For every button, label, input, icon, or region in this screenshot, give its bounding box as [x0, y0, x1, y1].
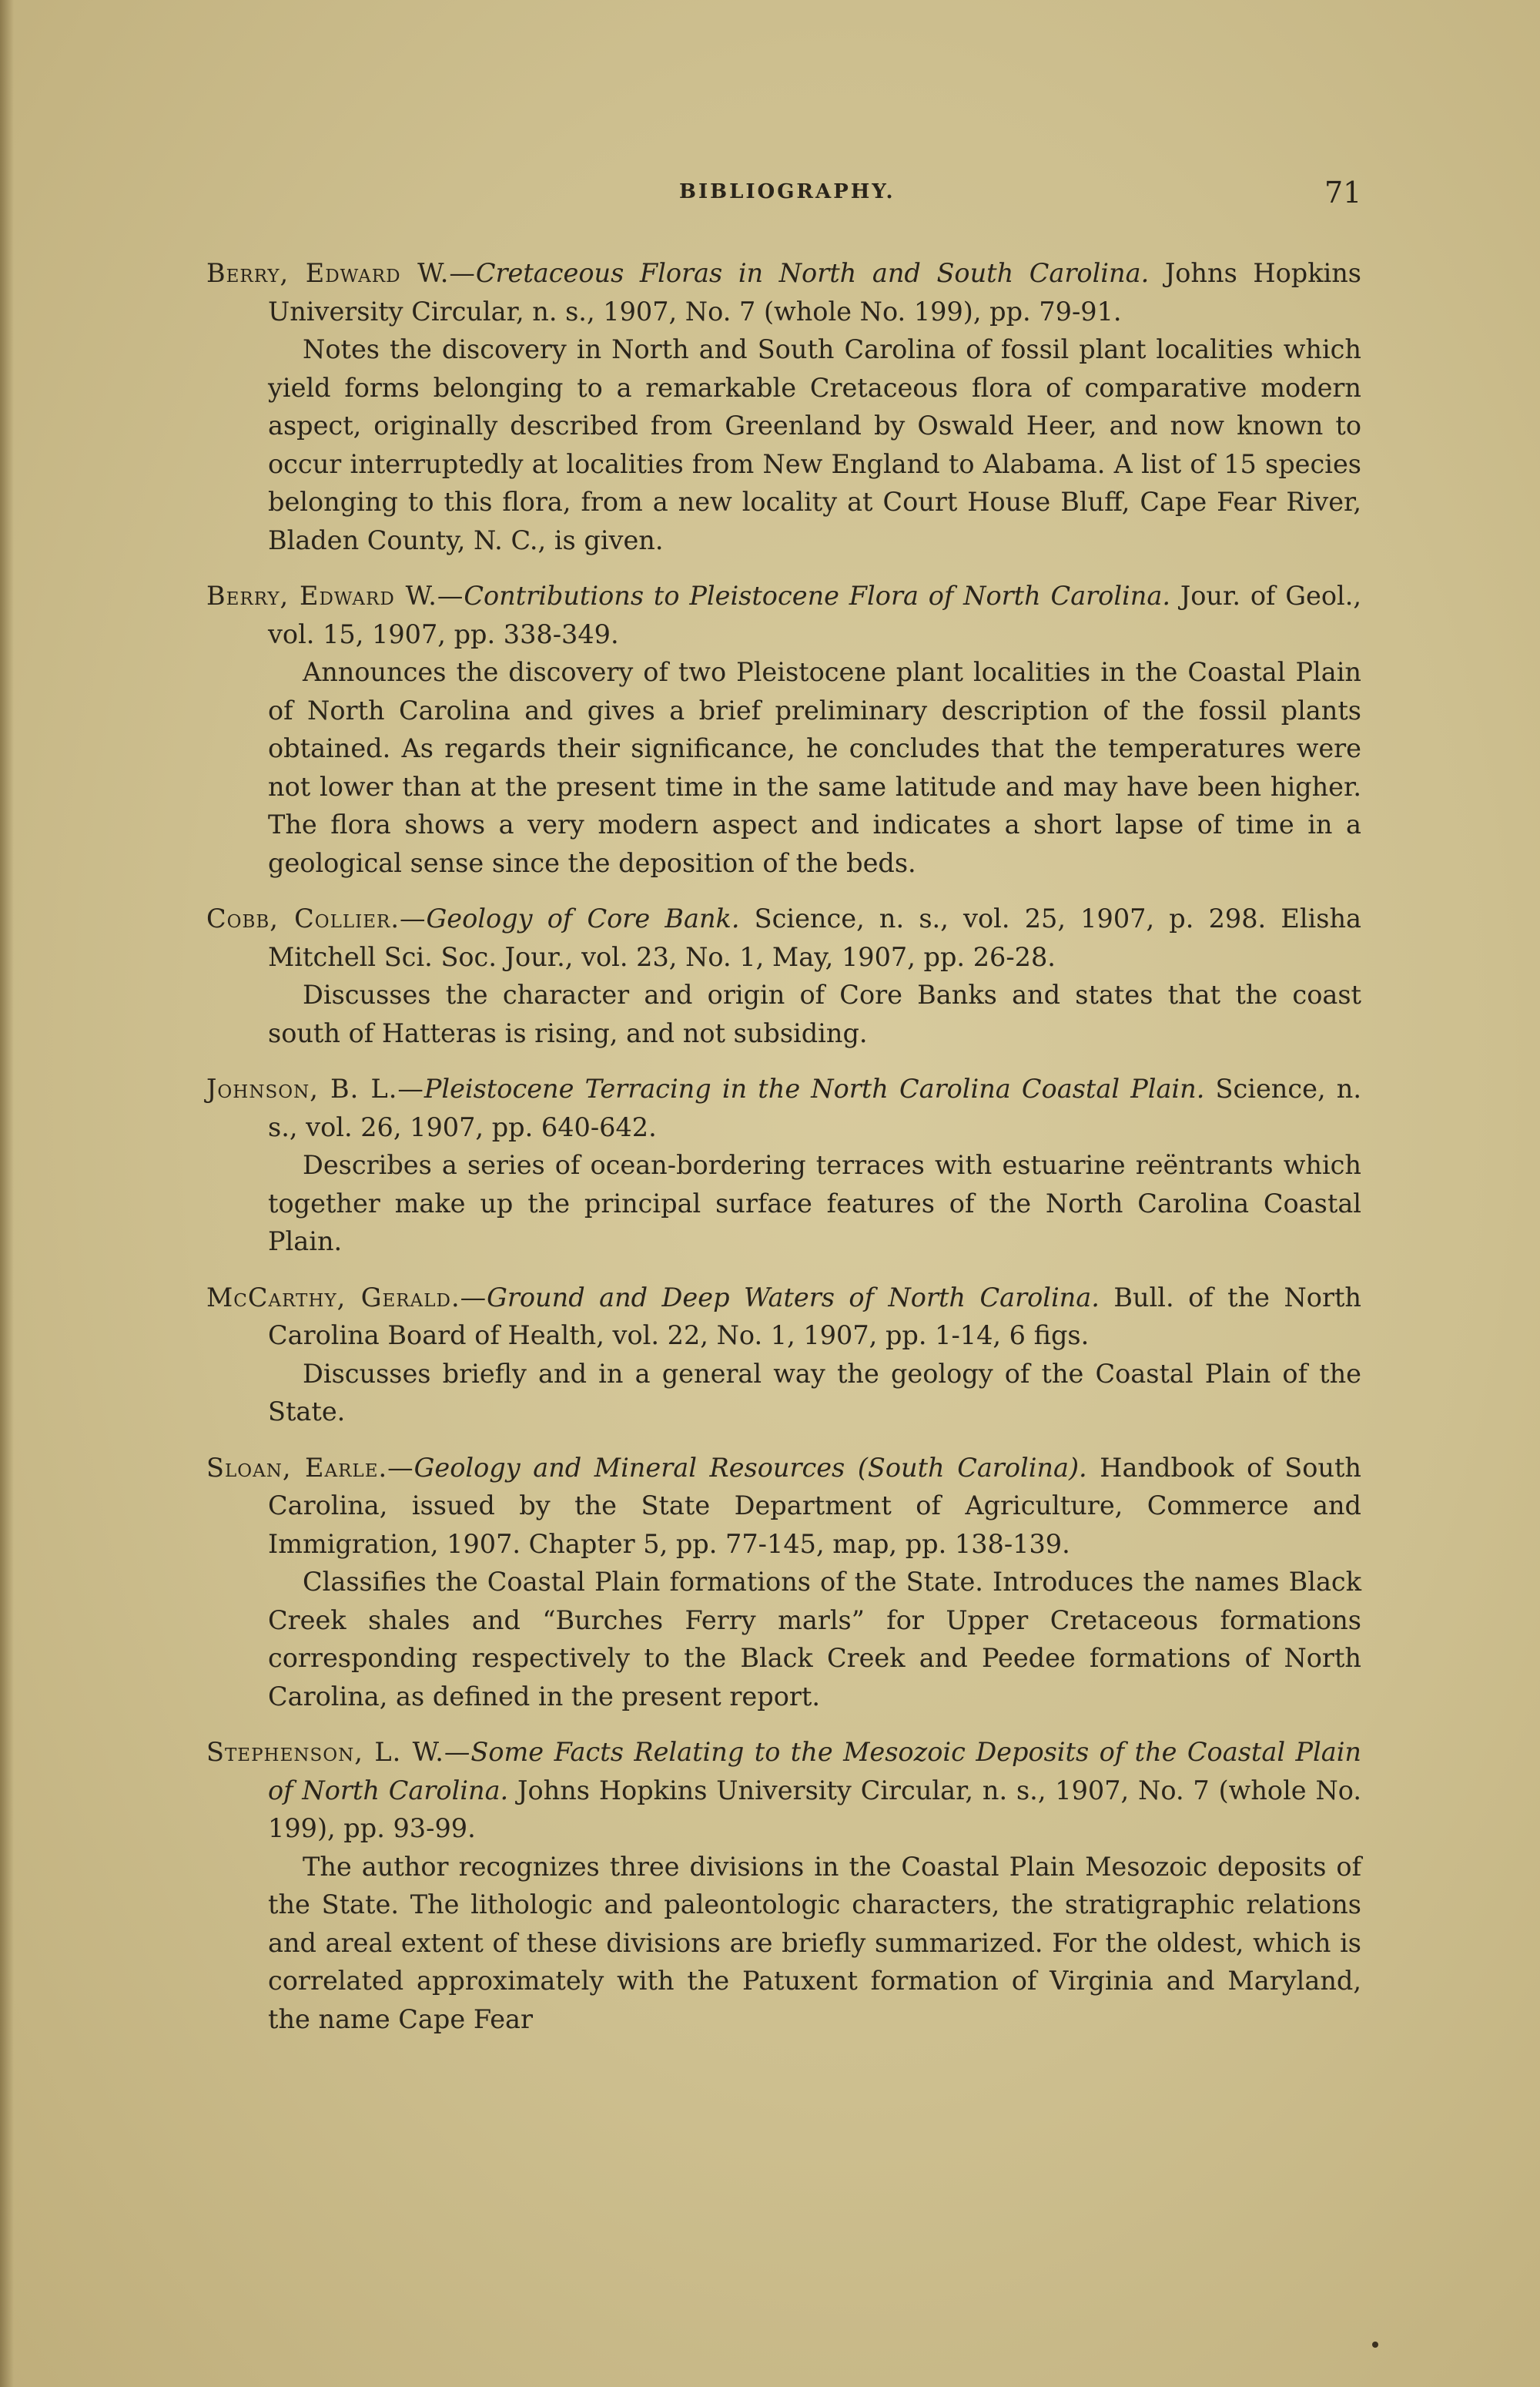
bibliography-entry: [206, 254, 1361, 559]
entry-author: Stephenson, L. W.—: [206, 1737, 471, 1767]
ink-speck: [1372, 2342, 1378, 2348]
entry-summary: Classifies the Coastal Plain formations of the State. Introduces the names Black Creek shales and “Burches Ferry marls” for Upper Cretaceous formations corresponding respectively to the Black Creek and Peedee formations of North Carolina, as defined in the present report.: [268, 1567, 1361, 1711]
entry-summary: Discusses briefly and in a general way the geology of the Coastal Plain of the State.: [268, 1358, 1361, 1427]
entry-author: McCarthy, Gerald.—: [206, 1282, 487, 1313]
bibliography-entry: [206, 900, 1361, 1052]
bibliography-list: [206, 254, 1361, 2056]
entry-summary: Discusses the character and origin of Core Banks and states that the coast south of Hatteras is rising, and not subsiding.: [268, 980, 1361, 1048]
page-header: [0, 176, 1540, 222]
entry-title: Geology of Core Bank.: [426, 904, 740, 934]
entry-source: Johns Hopkins University Circular, n. s., 1907, No. 7 (whole No. 199), pp. 79-91.: [268, 258, 1361, 327]
entry-author: Sloan, Earle.—: [206, 1452, 414, 1483]
entry-source: Handbook of South Carolina, issued by the State Department of Agriculture, Commerce and Immigration, 1907. Chapter 5, pp. 77-145, map, pp. 138-139.: [268, 1452, 1361, 1559]
entry-summary: Describes a series of ocean-bordering terraces with estuarine reëntrants which together make up the principal surface features of the North Carolina Coastal Plain.: [268, 1150, 1361, 1256]
entry-source: Johns Hopkins University Circular, n. s., 1907, No. 7 (whole No. 199), pp. 93-99.: [268, 1775, 1362, 1843]
citation: [206, 577, 1361, 653]
bibliography-entry: [206, 1279, 1361, 1431]
entry-title: Pleistocene Terracing in the North Carolina Coastal Plain.: [424, 1074, 1205, 1104]
entry-title: Some Facts Relating to the Mesozoic Deposits of the Coastal Plain of North Carolina.: [268, 1737, 1361, 1805]
entry-source: Science, n. s., vol. 26, 1907, pp. 640-642.: [268, 1074, 1361, 1142]
entry-author: Berry, Edward W.—: [206, 258, 476, 288]
entry-summary: Notes the discovery in North and South Carolina of fossil plant localities which yield forms belonging to a remarkable Cretaceous flora of comparative modern aspect, originally described from Greenland by Oswald Heer, and now known to occur interruptedly at localities from New England to Alabama. A list of 15 species belonging to this flora, from a new locality at Court House Bluff, Cape Fear River, Bladen County, N. C., is given.: [268, 334, 1361, 555]
entry-source: Bull. of the North Carolina Board of Health, vol. 22, No. 1, 1907, pp. 1-14, 6 figs.: [268, 1282, 1361, 1350]
running-head: BIBLIOGRAPHY.: [679, 180, 896, 203]
bibliography-entry: [206, 1733, 1361, 2038]
citation: [206, 1279, 1361, 1355]
entry-summary: Announces the discovery of two Pleistocene plant localities in the Coastal Plain of North Carolina and gives a brief preliminary description of the fossil plants obtained. As regards their significance, he concludes that the temperatures were not lower than at the present time in the same latitude and may have been higher. The flora shows a very modern aspect and indicates a short lapse of time in a geological sense since the deposition of the beds.: [268, 657, 1361, 878]
bibliography-entry: [206, 1070, 1361, 1261]
entry-title: Cretaceous Floras in North and South Carolina.: [475, 258, 1150, 288]
citation: [206, 1733, 1361, 1848]
citation: [206, 1070, 1361, 1146]
entry-source: Science, n. s., vol. 25, 1907, p. 298. Elisha Mitchell Sci. Soc. Jour., vol. 23, No. 1, May, 1907, pp. 26-28.: [268, 904, 1361, 972]
entry-author: Cobb, Collier.—: [206, 904, 427, 934]
entry-summary: The author recognizes three divisions in the Coastal Plain Mesozoic deposits of the State. The lithologic and paleontologic characters, the stratigraphic relations and areal extent of these divisions are briefly summarized. For the oldest, which is correlated approximately with the Patuxent formation of Virginia and Maryland, the name Cape Fear: [268, 1851, 1361, 2034]
bibliography-entry: [206, 577, 1361, 882]
entry-author: Berry, Edward W.—: [206, 581, 464, 611]
citation: [206, 900, 1361, 976]
entry-title: Ground and Deep Waters of North Carolina.: [487, 1282, 1100, 1313]
citation: [206, 254, 1361, 330]
entry-author: Johnson, B. L.—: [206, 1074, 424, 1104]
page-number: 71: [1324, 176, 1362, 210]
entry-title: Contributions to Pleistocene Flora of North Carolina.: [464, 581, 1170, 611]
bibliography-entry: [206, 1449, 1361, 1716]
entry-source: Jour. of Geol., vol. 15, 1907, pp. 338-349.: [268, 581, 1362, 649]
citation: [206, 1449, 1361, 1564]
page-edge-shadow: [0, 0, 14, 2387]
entry-title: Geology and Mineral Resources (South Carolina).: [413, 1452, 1087, 1483]
